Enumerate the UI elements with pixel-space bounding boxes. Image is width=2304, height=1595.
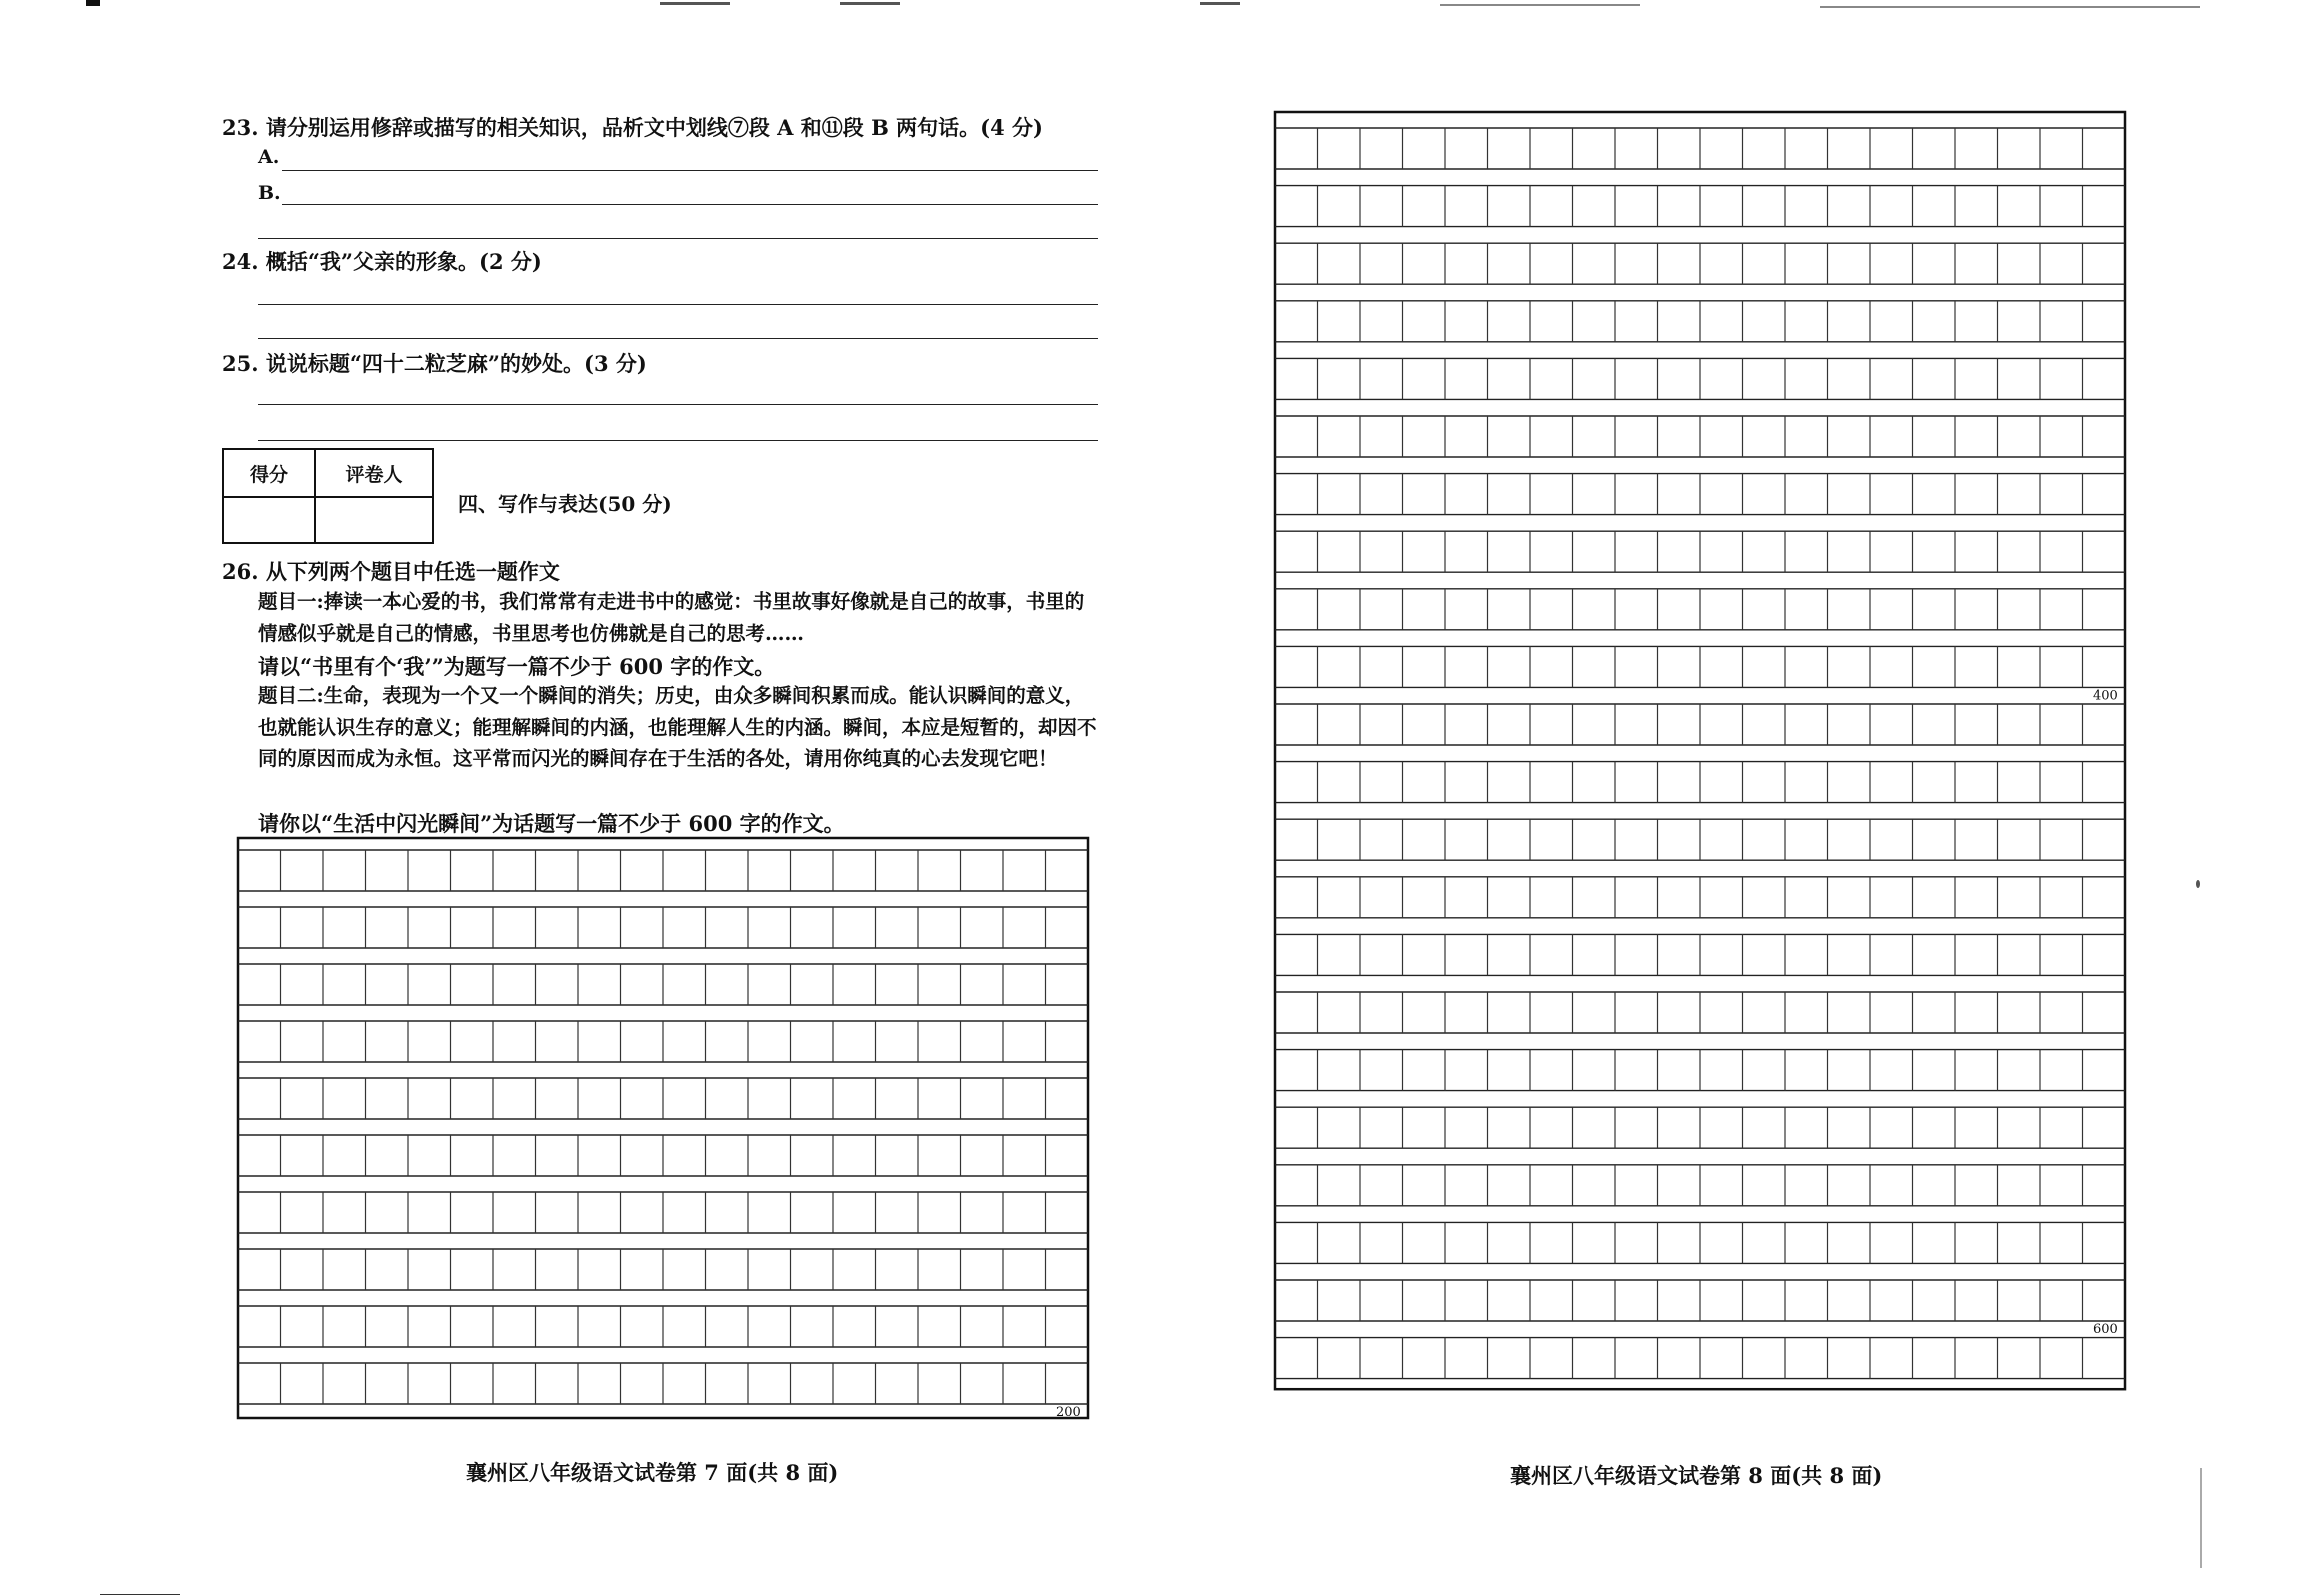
grid-row[interactable] [1275,1280,2125,1321]
scan-mark [840,2,900,5]
scan-mark [2200,1468,2202,1568]
answer-line-24b[interactable] [258,338,1098,339]
answer-line-b[interactable] [282,204,1098,205]
topic-1-tag: 题目一: [258,590,324,613]
scan-mark [2196,880,2200,888]
grid-row[interactable] [1275,762,2125,803]
question-26: 26. 从下列两个题目中任选一题作文 [222,559,560,584]
grid-row[interactable] [238,1078,1088,1119]
topic-1-body: 捧读一本心爱的书，我们常常有走进书中的感觉：书里故事好像就是自己的故事，书里的情感似乎就是自己的情感，书里思考也仿佛就是自己的思考…… [258,590,1085,645]
grid-row[interactable] [1275,877,2125,918]
grid-row[interactable] [238,850,1088,891]
grid-row[interactable] [238,964,1088,1005]
grid-row[interactable] [1275,358,2125,399]
scan-mark [1440,4,1640,6]
grid-count-label-600: 600 [2093,1322,2118,1337]
question-25: 25. 说说标题“四十二粒芝麻”的妙处。(3 分) [222,351,647,376]
grid-row[interactable] [1275,589,2125,630]
grid-row[interactable] [1275,819,2125,860]
answer-line-25a[interactable] [258,404,1098,405]
grid-row[interactable] [238,1135,1088,1176]
grid-row[interactable] [238,1192,1088,1233]
grid-row[interactable] [1275,243,2125,284]
page-footer-8: 襄州区八年级语文试卷第 8 面(共 8 面) [1510,1463,1883,1488]
grid-row[interactable] [1275,416,2125,457]
grid-row[interactable] [1275,646,2125,687]
score-field[interactable] [224,498,316,542]
topic-1-instruction: 请以“书里有个‘我’”为题写一篇不少于 600 字的作文。 [258,654,776,679]
grid-row[interactable] [1275,186,2125,227]
grid-count-label-400: 400 [2093,688,2118,704]
answer-label-b: B. [258,182,281,204]
answer-label-a: A. [258,146,280,168]
topic-2-body: 生命，表现为一个又一个瞬间的消失；历史，由众多瞬间积累而成。能认识瞬间的意义，也就能认识生存的意义；能理解瞬间的内涵，也能理解人生的内涵。瞬间，本应是短暂的，却因不同的原因而成为永恒。这平常而闪光的瞬间存在于生活的各处，请用你纯真的心去发现它吧！ [258,684,1097,770]
writing-grid-page-7[interactable] [238,838,1088,1438]
grid-row[interactable] [1275,934,2125,975]
grid-row[interactable] [1275,1165,2125,1206]
scan-mark [660,2,730,5]
grid-row[interactable] [1275,992,2125,1033]
topic-2-tag: 题目二: [258,684,324,707]
grid-count-label-200: 200 [1056,1405,1081,1420]
grid-row[interactable] [1275,1050,2125,1091]
exam-page-8 [1152,0,2304,1595]
scan-mark [86,0,100,6]
topic-1 [258,586,1098,649]
grid-row[interactable] [238,1363,1088,1404]
topic-2-instruction: 请你以“生活中闪光瞬间”为话题写一篇不少于 600 字的作文。 [258,811,845,836]
answer-line-b2[interactable] [258,238,1098,239]
score-box [222,448,434,544]
answer-line-24a[interactable] [258,304,1098,305]
grid-row[interactable] [238,1021,1088,1062]
grid-row[interactable] [238,1306,1088,1347]
page-footer-7: 襄州区八年级语文试卷第 7 面(共 8 面) [466,1460,839,1485]
grader-label: 评卷人 [316,450,432,498]
grid-row[interactable] [1275,474,2125,515]
grid-row[interactable] [1275,531,2125,572]
grid-row[interactable] [1275,1107,2125,1148]
grid-row[interactable] [1275,301,2125,342]
scan-mark [1200,2,1240,5]
topic-2 [258,680,1098,775]
scan-mark [1820,6,2200,8]
question-23: 23. 请分别运用修辞或描写的相关知识，品析文中划线⑦段 A 和⑪段 B 两句话。(4 分) [222,115,1043,140]
grid-row[interactable] [238,1249,1088,1290]
grid-row[interactable] [1275,704,2125,745]
writing-grid-page-8[interactable] [1275,112,2125,1392]
section-4-title: 四、写作与表达(50 分) [458,492,672,516]
grid-row[interactable] [1275,1222,2125,1263]
score-label: 得分 [224,450,316,498]
grid-row[interactable] [1275,128,2125,169]
grid-row[interactable] [1275,1338,2125,1379]
answer-line-25b[interactable] [258,440,1098,441]
grader-field[interactable] [316,498,432,542]
grid-row[interactable] [238,907,1088,948]
question-24: 24. 概括“我”父亲的形象。(2 分) [222,249,542,274]
answer-line-a[interactable] [282,170,1098,171]
